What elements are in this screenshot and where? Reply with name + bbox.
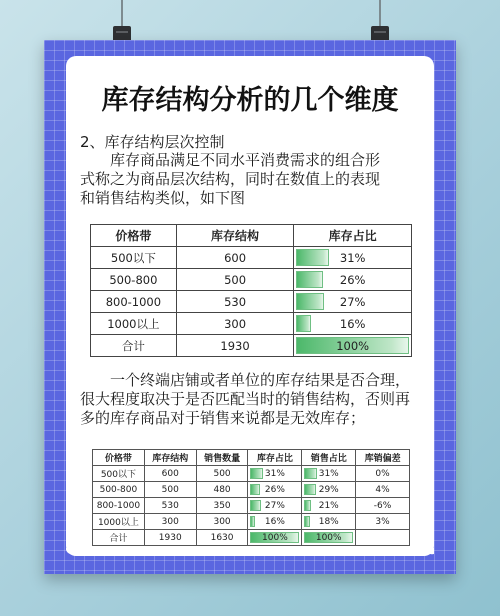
- header-stock: 库存结构: [144, 450, 196, 466]
- stock-share-cell-bar: [250, 484, 260, 495]
- intro-line-1: 库存商品满足不同水平消费需求的组合形: [110, 151, 381, 169]
- stock-share-cell: [248, 498, 302, 514]
- stock-share-cell-label: 26%: [339, 272, 366, 287]
- stock-share-cell: [248, 514, 302, 530]
- header-sales-share: 销售占比: [302, 450, 356, 466]
- header-price-band: 价格带: [93, 450, 145, 466]
- stock-share-cell: [248, 466, 302, 482]
- sales-share-cell-bar: [304, 516, 310, 527]
- stock-share-cell-label: 27%: [264, 500, 285, 511]
- sales-share-cell-bar: [304, 468, 316, 479]
- table-row: [93, 466, 410, 482]
- header-price-band: 价格带: [91, 225, 177, 247]
- price-band-cell: 500以下: [93, 466, 145, 482]
- stock-share-cell-bar: [296, 315, 311, 332]
- header-deviation: 库销偏差: [356, 450, 410, 466]
- stock-share-cell: [294, 335, 412, 357]
- section-heading: 2、库存结构层次控制: [80, 133, 225, 151]
- sales-qty-cell: 1630: [196, 530, 248, 546]
- stock-share-cell-bar: [250, 500, 260, 511]
- table-row: [91, 269, 412, 291]
- stock-cell: 1930: [144, 530, 196, 546]
- stock-cell: 600: [144, 466, 196, 482]
- price-band-cell: 1000以上: [93, 514, 145, 530]
- sales-qty-cell: 480: [196, 482, 248, 498]
- price-band-cell: 500-800: [93, 482, 145, 498]
- sales-share-cell: [302, 514, 356, 530]
- header-stock-share: 库存占比: [248, 450, 302, 466]
- stock-share-cell-bar: [296, 293, 323, 310]
- header-stock-share: 库存占比: [294, 225, 412, 247]
- stock-cell: 500: [144, 482, 196, 498]
- sales-share-cell-bar: [304, 484, 315, 495]
- stock-cell: 600: [176, 247, 294, 269]
- sales-share-cell: [302, 482, 356, 498]
- stock-share-cell: [294, 313, 412, 335]
- deviation-cell: 4%: [356, 482, 410, 498]
- stock-share-cell-bar: [296, 271, 322, 288]
- stock-share-cell-label: 31%: [339, 250, 366, 265]
- stock-cell: 530: [176, 291, 294, 313]
- stock-cell: 300: [176, 313, 294, 335]
- sales-share-cell-label: 21%: [318, 500, 339, 511]
- stock-share-cell-label: 26%: [264, 484, 285, 495]
- stock-share-cell: [294, 247, 412, 269]
- table-row: [91, 291, 412, 313]
- deviation-cell: 3%: [356, 514, 410, 530]
- stock-share-cell-label: 16%: [264, 516, 285, 527]
- price-band-cell: 800-1000: [93, 498, 145, 514]
- sales-share-cell: [302, 530, 356, 546]
- stock-cell: 1930: [176, 335, 294, 357]
- table-row: [93, 482, 410, 498]
- sales-qty-cell: 300: [196, 514, 248, 530]
- stock-share-cell-label: 16%: [339, 316, 366, 331]
- sales-share-cell-label: 29%: [318, 484, 339, 495]
- deviation-cell: 0%: [356, 466, 410, 482]
- price-band-cell: 800-1000: [91, 291, 177, 313]
- price-band-cell: 合计: [91, 335, 177, 357]
- stock-cell: 300: [144, 514, 196, 530]
- sales-qty-cell: 350: [196, 498, 248, 514]
- table-row: [91, 335, 412, 357]
- table-header-row: [93, 450, 410, 466]
- sales-qty-cell: 500: [196, 466, 248, 482]
- table-row: [91, 313, 412, 335]
- table-row: [91, 247, 412, 269]
- price-band-cell: 500以下: [91, 247, 177, 269]
- sales-share-cell: [302, 466, 356, 482]
- table-header-row: [91, 225, 412, 247]
- sales-share-cell-label: 100%: [315, 532, 342, 543]
- analysis-line-1: 一个终端店铺或者单位的库存结果是否合理，: [110, 371, 411, 389]
- stock-cell: 500: [176, 269, 294, 291]
- stock-share-cell-bar: [250, 468, 262, 479]
- price-band-cell: 1000以上: [91, 313, 177, 335]
- analysis-line-2: 很大程度取决于是否匹配当时的销售结构，否则再: [80, 390, 411, 408]
- stock-share-cell-label: 100%: [262, 532, 288, 543]
- sales-share-cell-label: 18%: [318, 516, 339, 527]
- table-row: [93, 498, 410, 514]
- stock-share-cell: [294, 269, 412, 291]
- intro-paragraph: [80, 151, 424, 208]
- stock-share-cell: [294, 291, 412, 313]
- page-title: 库存结构分析的几个维度: [101, 85, 399, 116]
- table-row: [93, 530, 410, 546]
- analysis-line-3: 多的库存商品对于销售来说都是无效库存；: [80, 409, 366, 427]
- card-scalloped-edge: [66, 548, 434, 560]
- analysis-paragraph: [80, 371, 424, 428]
- table-row: [93, 514, 410, 530]
- stock-sales-table: [92, 449, 410, 546]
- price-band-cell: 500-800: [91, 269, 177, 291]
- sales-share-cell-label: 31%: [318, 468, 339, 479]
- stock-cell: 530: [144, 498, 196, 514]
- header-sales-qty: 销售数量: [196, 450, 248, 466]
- intro-line-3: 和销售结构类似，如下图: [80, 189, 246, 207]
- stock-share-cell-label: 27%: [339, 294, 366, 309]
- sales-share-cell: [302, 498, 356, 514]
- sales-share-cell-bar: [304, 500, 311, 511]
- stock-share-cell-label: 100%: [336, 338, 370, 353]
- stock-structure-table: [90, 224, 412, 357]
- deviation-cell: -6%: [356, 498, 410, 514]
- stock-share-cell: [248, 482, 302, 498]
- price-band-cell: 合计: [93, 530, 145, 546]
- stock-share-cell: [248, 530, 302, 546]
- header-stock: 库存结构: [176, 225, 294, 247]
- stock-share-cell-bar: [250, 516, 254, 527]
- stock-share-cell-bar: [296, 249, 328, 266]
- stock-share-cell-label: 31%: [264, 468, 285, 479]
- deviation-cell: [356, 530, 410, 546]
- intro-line-2: 式称之为商品层次结构，同时在数值上的表现: [80, 170, 381, 188]
